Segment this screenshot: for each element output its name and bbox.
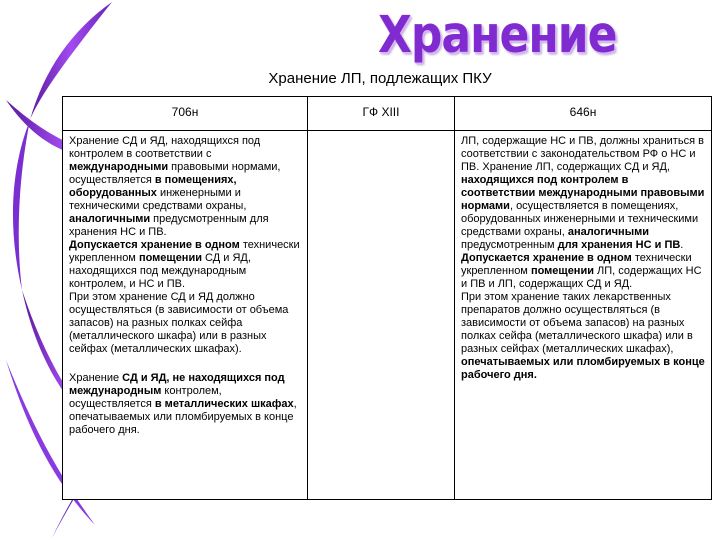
text-run: , осуществляется в помещениях, оборудованных инженерными и техническими средствами охраны, [461, 200, 699, 238]
text-run: Хранение СД и ЯД, находящихся под контролем в соответствии с [69, 135, 261, 160]
text-run: ЛП, содержащих НС и ПВ и ЛП, содержащих СД и ЯД. [461, 265, 702, 290]
text-run: технически укрепленном [69, 239, 300, 264]
bold-text-run: аналогичными [69, 213, 151, 225]
header-cell-gf13 [308, 97, 455, 131]
storage-comparison-table [62, 96, 712, 500]
spacer [69, 356, 301, 372]
bold-text-run: в металлических шкафах [154, 398, 294, 410]
paragraph [69, 372, 301, 437]
bold-text-run: для хранения НС и ПВ [557, 239, 681, 251]
bold-text-run: в помещениях, оборудованных [69, 174, 237, 199]
cell-706n-text [63, 131, 308, 500]
paragraph [69, 239, 301, 291]
bold-text-run: помещении [530, 265, 594, 277]
table-caption: Хранение ЛП, подлежащих ПКУ [268, 70, 492, 87]
bold-text-run: Допускается хранение в одном [69, 239, 240, 251]
header-cell-706n [63, 97, 308, 131]
header-label: 706н [171, 105, 199, 119]
slide-title: Хранение [378, 6, 617, 65]
paragraph [69, 291, 301, 356]
paragraph [461, 291, 705, 382]
header-cell-646n [455, 97, 712, 131]
bold-text-run: СД и ЯД, не находящихся под международным [69, 372, 285, 397]
text-run: технически укрепленном [461, 252, 692, 277]
paragraph [461, 135, 705, 252]
text-run: предусмотренным [461, 239, 558, 251]
text-run: , опечатываемых или пломбируемых в конце рабочего дня. [69, 398, 297, 436]
text-run: Хранение [69, 372, 123, 384]
text-run: СД и ЯД, находящихся под международным контролем, и НС и ПВ. [69, 252, 251, 290]
bold-text-run: аналогичными [567, 226, 649, 238]
paragraph [461, 252, 705, 291]
bold-text-run: Допускается хранение в одном [461, 252, 632, 264]
cell-646n-text [455, 131, 712, 500]
text-run: ЛП, содержащие НС и ПВ, должны храниться в соответствии с законодательством РФ о НС и ПВ. Хранение ЛП, содержащих СД и ЯД, [461, 135, 704, 173]
text-run: контролем, осуществляется [69, 385, 222, 410]
paragraph [69, 135, 301, 239]
text-run: инженерными и техническими средствами охраны, [69, 187, 247, 212]
header-row [63, 97, 712, 131]
bold-text-run: международными [69, 161, 169, 173]
header-label: ГФ XIII [362, 105, 400, 119]
text-run: При этом хранение таких лекарственных препаратов должно осуществляться (в зависимости от объема запасов) на разных полках сейфа (металлического шкафа) или в разных сейфах (металлических шкафах), [461, 291, 693, 355]
bold-text-run: помещении [138, 252, 202, 264]
bold-text-run: опечатываемых или пломбируемых в конце рабочего дня. [461, 356, 705, 381]
header-label: 646н [569, 105, 597, 119]
text-run: При этом хранение СД и ЯД должно осуществляться (в зависимости от объема запасов) на разных полках сейфа (металлического шкафа) или в разных сейфах (металлических шкафах). [69, 291, 289, 355]
text-run: . [680, 239, 684, 251]
text-run: правовыми нормами, осуществляется [69, 161, 281, 186]
body-row [63, 131, 712, 500]
cell-gf13-text [308, 131, 455, 500]
text-run: предусмотренным для хранения НС и ПВ. [69, 213, 269, 238]
bold-text-run: находящихся под контролем в соответствии международными правовыми нормами [461, 174, 705, 212]
